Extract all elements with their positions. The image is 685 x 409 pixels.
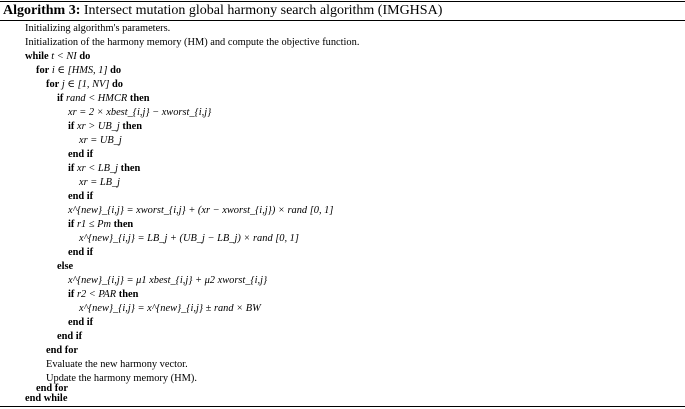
line-end-if-lb: end if	[68, 191, 94, 202]
line-xr-assign: xr = 2 × xbest_{i,j} − xworst_{i,j}	[68, 107, 212, 118]
then-keyword: then	[122, 121, 143, 132]
then-keyword: then	[129, 93, 150, 104]
if-hmcr-condition: rand < HMCR	[65, 93, 128, 104]
while-condition: t < NI	[51, 51, 77, 62]
if-keyword: if	[68, 163, 75, 174]
line-end-if-hmcr: end if	[57, 331, 83, 342]
for-keyword: for	[36, 65, 50, 76]
line-if-ub	[68, 120, 142, 134]
bottom-rule	[0, 406, 685, 407]
line-if-pm	[68, 218, 133, 232]
line-end-for-j: end for	[46, 345, 79, 356]
if-ub-condition: xr > UB_j	[76, 121, 120, 132]
line-while	[25, 50, 90, 64]
line-for-j	[46, 78, 123, 92]
line-init-params: Initializing algorithm's parameters.	[25, 23, 171, 34]
do-keyword: do	[112, 79, 124, 90]
line-xnew-2: x^{new}_{i,j} = LB_j + (UB_j − LB_j) × rand [0, 1]	[79, 233, 299, 244]
for-i-condition: i ∈ [HMS, 1]	[51, 65, 108, 76]
if-keyword: if	[68, 121, 75, 132]
then-keyword: then	[120, 163, 141, 174]
for-j-condition: j ∈ [1, NV]	[61, 79, 110, 90]
line-end-if-par: end if	[68, 317, 94, 328]
while-keyword: while	[25, 51, 49, 62]
line-xnew-1: x^{new}_{i,j} = xworst_{i,j} + (xr − xworst_{i,j}) × rand [0, 1]	[68, 205, 334, 216]
caption-rule	[0, 20, 685, 21]
line-end-for-i: end for	[36, 383, 69, 394]
line-xr-lb: xr = LB_j	[79, 177, 121, 188]
then-keyword: then	[113, 219, 134, 230]
do-keyword: do	[110, 65, 122, 76]
line-end-while: end while	[25, 393, 68, 404]
line-xnew-4: x^{new}_{i,j} = x^{new}_{i,j} ± rand × BW	[79, 303, 261, 314]
line-if-lb	[68, 162, 140, 176]
line-if-hmcr	[57, 92, 150, 106]
line-xr-ub: xr = UB_j	[79, 135, 122, 146]
if-lb-condition: xr < LB_j	[76, 163, 119, 174]
line-for-i	[36, 64, 121, 78]
algorithm-title: Intersect mutation global harmony search algorithm (IMGHSA)	[83, 3, 443, 18]
line-update: Update the harmony memory (HM).	[46, 373, 197, 384]
if-keyword: if	[68, 289, 75, 300]
if-pm-condition: r1 ≤ Pm	[76, 219, 111, 230]
then-keyword: then	[118, 289, 139, 300]
algorithm-label: Algorithm 3:	[3, 3, 81, 18]
line-else: else	[57, 261, 74, 272]
if-keyword: if	[68, 219, 75, 230]
line-end-if-pm: end if	[68, 247, 94, 258]
if-keyword: if	[57, 93, 64, 104]
if-par-condition: r2 < PAR	[76, 289, 117, 300]
line-evaluate: Evaluate the new harmony vector.	[46, 359, 188, 370]
algorithm-caption	[3, 2, 442, 19]
line-init-hm: Initialization of the harmony memory (HM) and compute the objective function.	[25, 37, 360, 48]
line-end-if-ub: end if	[68, 149, 94, 160]
line-if-par	[68, 288, 138, 302]
line-xnew-3: x^{new}_{i,j} = μ1 xbest_{i,j} + μ2 xworst_{i,j}	[68, 275, 268, 286]
do-keyword: do	[79, 51, 91, 62]
for-keyword: for	[46, 79, 60, 90]
